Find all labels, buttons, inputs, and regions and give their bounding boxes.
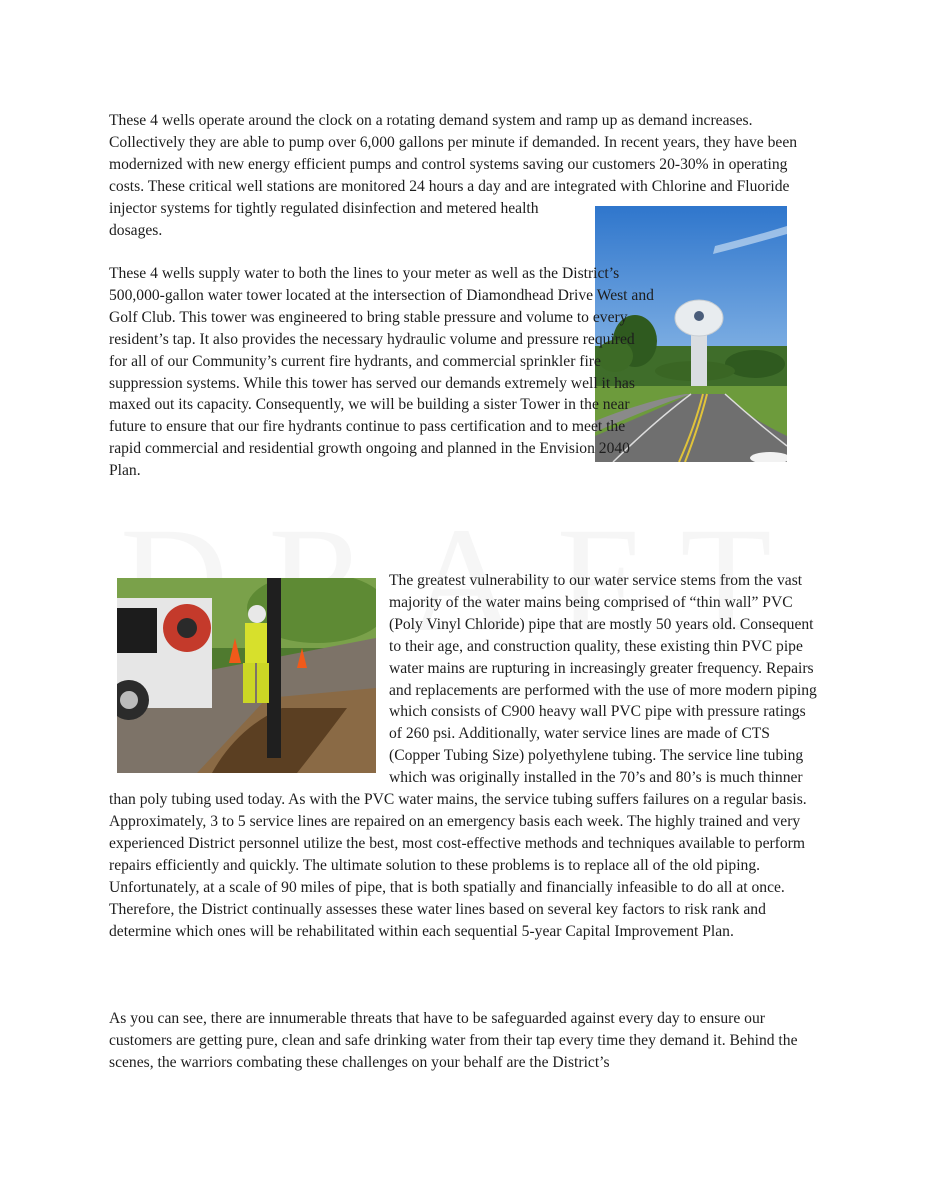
- wrap-spacer: [654, 263, 814, 463]
- paragraph-text: The greatest vulnerability to our water service stems from the vast majority of the water mains being comprised of “thin wall” PVC (Poly Vinyl Chloride) pipe that are mostly 50 years old. Consequent to their age, and construction quality, these existing thin PVC pipe water mains are rupturing in increasingly greater frequency. Repairs and replacements are performed with the use of more modern piping which consists of C900 heavy wall PVC pipe with pressure ratings of 260 psi. Additionally, water service lines are made of CTS (Copper Tubing Size) polyethylene tubing. The service line tubing which was originally installed in the 70’s and 80’s is much thinner than poly tubing used today. As with the PVC water mains, the service tubing suffers failures on a regular basis. Approximately, 3 to 5 service lines are repaired on an emergency basis each week. The highly trained and very experienced District personnel utilize the best, most cost-effective methods and techniques available to perform repairs efficiently and quickly. The ultimate solution to these problems is to replace all of the old piping. Unfortunately, at a scale of 90 miles of pipe, that is both spatially and financially infeasible to do all at once. Therefore, the District continually assesses these water lines based on several key factors to risk rank and determine which ones will be rehabilitated within each sequential 5-year Capital Improvement Plan.: [109, 572, 817, 940]
- wrap-spacer: [813, 110, 814, 198]
- paragraph-water-tower: [109, 263, 814, 482]
- paragraph-text: These 4 wells operate around the clock on a rotating demand system and ramp up as demand increases. Collectively they are able to pump over 6,000 gallons per minute if demanded. In recent years, they have been modernized with new energy efficient pumps and control systems saving our customers 20-30% in operating costs. These critical well stations are monitored 24 hours a day and are integrated with Chlorine and Fluoride injector systems for tightly regulated disinfection and metered health dosages.: [109, 112, 798, 239]
- paragraph-threats: [109, 1008, 821, 1074]
- paragraph-text: As you can see, there are innumerable threats that have to be safeguarded against every day to ensure our customers are getting pure, clean and safe drinking water from their tap every time they demand it. Behind the scenes, the warriors combating these challenges on your behalf are the District’s: [109, 1010, 798, 1071]
- paragraph-text: These 4 wells supply water to both the lines to your meter as well as the District’s 500,000-gallon water tower located at the intersection of Diamondhead Drive West and Golf Club. This tower was engineered to bring stable pressure and volume to every resident’s tap. It also provides the necessary hydraulic volume and pressure required for all of our Community’s current fire hydrants, and commercial sprinkler fire suppression systems. While this tower has served our demands extremely well it has maxed out its capacity. Consequently, we will be building a sister Tower in the near future to ensure that our fire hydrants continue to pass certification and to meet the rapid commercial and residential growth ongoing and planned in the Envision 2040 Plan.: [109, 265, 654, 480]
- wrap-spacer: [109, 570, 389, 784]
- paragraph-water-mains: [109, 570, 821, 942]
